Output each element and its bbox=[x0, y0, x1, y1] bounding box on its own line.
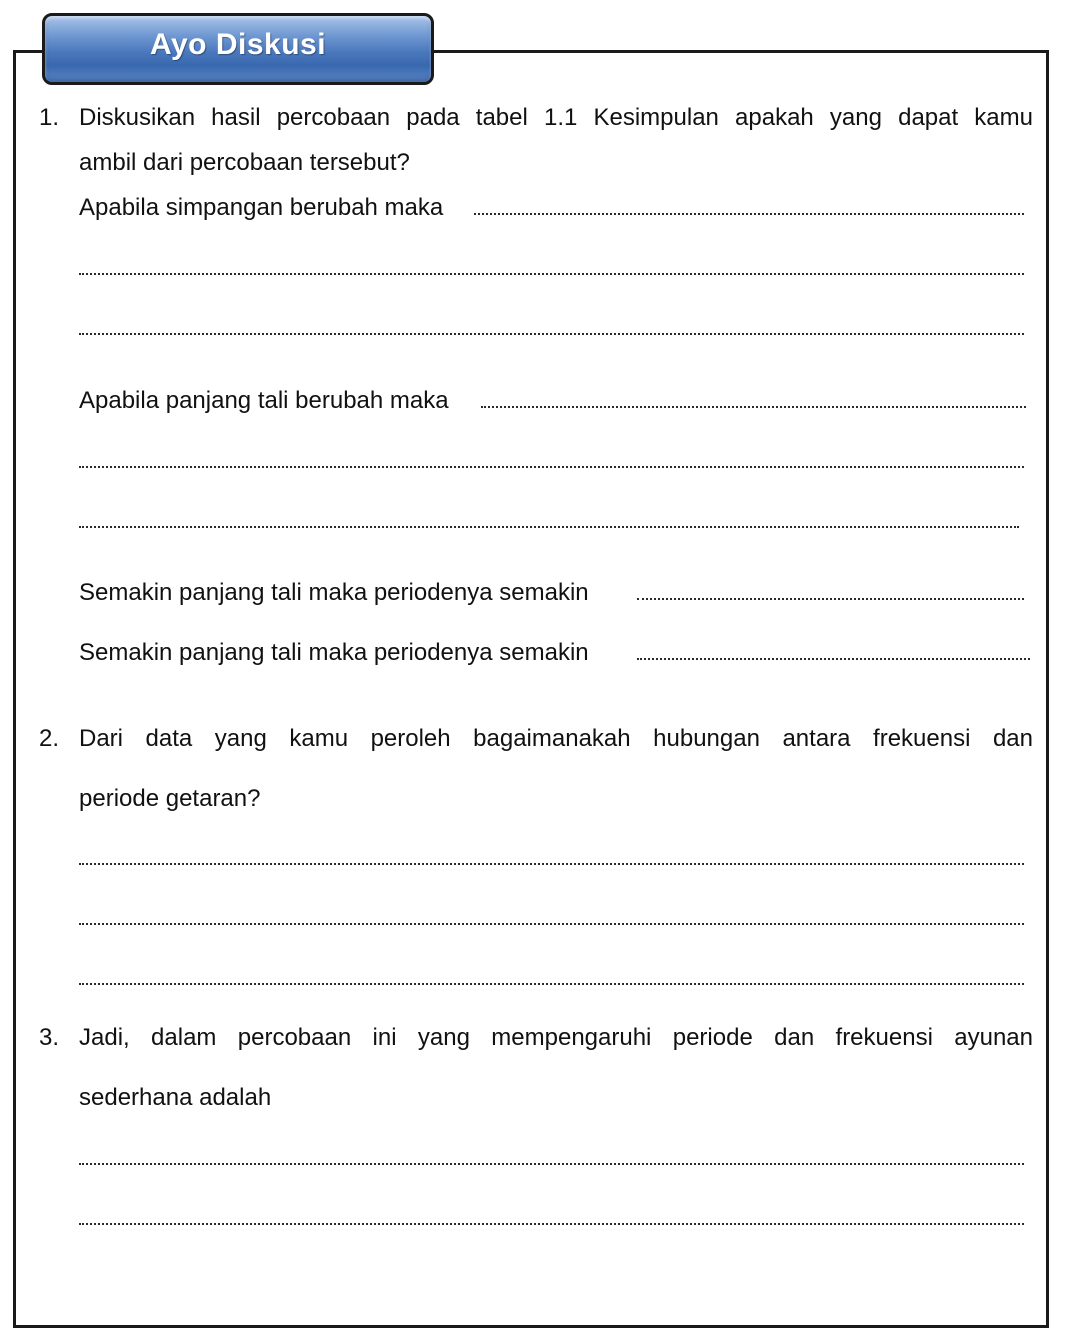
question-3-number: 3. bbox=[39, 1024, 60, 1051]
question-2-number: 2. bbox=[39, 725, 60, 752]
question-1-prompt-panjang-tali: Apabila panjang tali berubah maka bbox=[79, 387, 449, 414]
question-1-prompt-periode-b: Semakin panjang tali maka periodenya semakin bbox=[79, 639, 589, 666]
header-tab bbox=[42, 13, 434, 85]
answer-line-2c[interactable] bbox=[79, 983, 1024, 985]
answer-line-1f[interactable] bbox=[79, 526, 1019, 528]
header-title: Ayo Diskusi bbox=[149, 28, 327, 61]
answer-line-1e[interactable] bbox=[79, 466, 1024, 468]
question-1-prompt-simpangan: Apabila simpangan berubah maka bbox=[79, 194, 444, 221]
answer-line-2b[interactable] bbox=[79, 923, 1024, 925]
question-2-line-2: periode getaran? bbox=[79, 785, 261, 812]
answer-line-1h[interactable] bbox=[637, 658, 1030, 660]
answer-line-1a[interactable] bbox=[474, 213, 1024, 215]
answer-line-3b[interactable] bbox=[79, 1223, 1024, 1225]
answer-line-1g[interactable] bbox=[637, 598, 1024, 600]
question-1-line-1: Diskusikan hasil percobaan pada tabel 1.1 Kesimpulan apakah yang dapat kamu bbox=[79, 104, 1033, 131]
worksheet-frame bbox=[13, 50, 1049, 1328]
question-1-number: 1. bbox=[39, 104, 60, 131]
question-1-line-2: ambil dari percobaan tersebut? bbox=[79, 149, 410, 176]
question-1-prompt-periode-a: Semakin panjang tali maka periodenya semakin bbox=[79, 579, 589, 606]
question-3-line-2: sederhana adalah bbox=[79, 1084, 272, 1111]
answer-line-1c[interactable] bbox=[79, 333, 1024, 335]
answer-line-1d[interactable] bbox=[481, 406, 1026, 408]
question-3-line-1: Jadi, dalam percobaan ini yang mempengaruhi periode dan frekuensi ayunan bbox=[79, 1024, 1033, 1051]
question-2-line-1: Dari data yang kamu peroleh bagaimanakah hubungan antara frekuensi dan bbox=[79, 725, 1033, 752]
answer-line-1b[interactable] bbox=[79, 273, 1024, 275]
answer-line-2a[interactable] bbox=[79, 863, 1024, 865]
answer-line-3a[interactable] bbox=[79, 1163, 1024, 1165]
